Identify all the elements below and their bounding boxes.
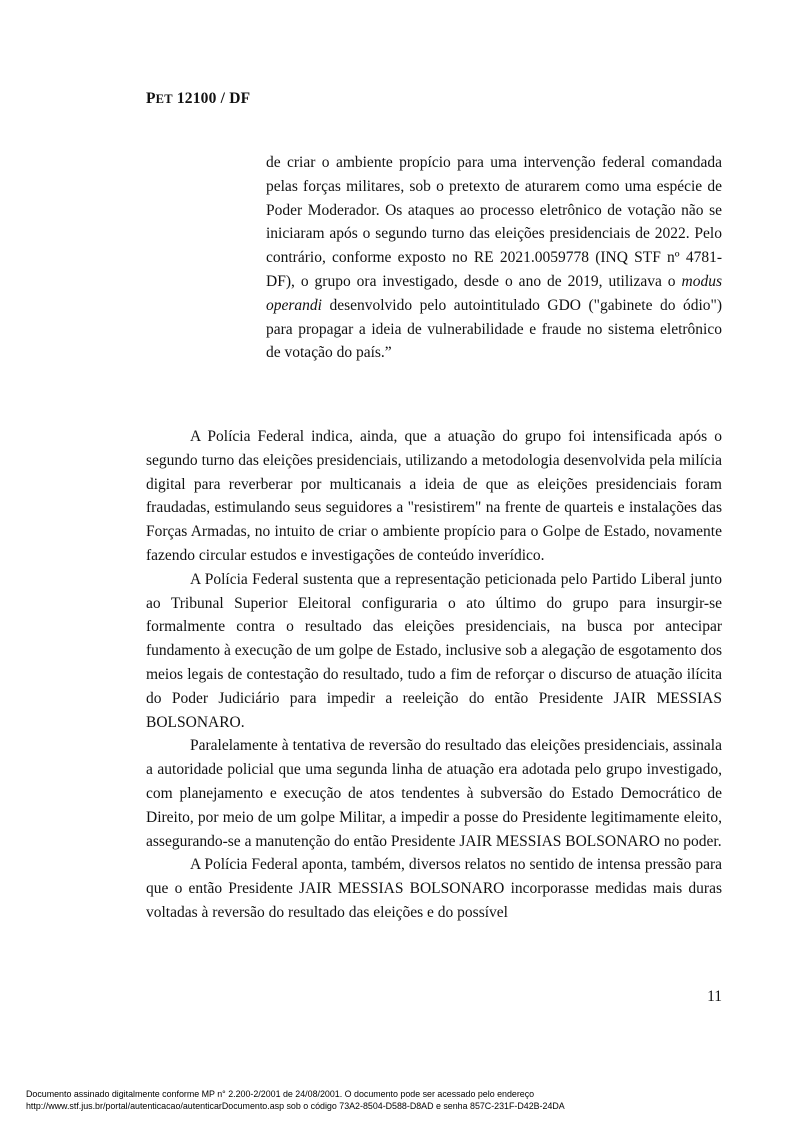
page-number: 11 xyxy=(707,988,722,1005)
paragraph: A Polícia Federal sustenta que a representação peticionada pelo Partido Liberal junto ao Tribunal Superior Eleitoral configuraria o ato último do grupo para insurgir-se formalmente contra o resultado das eleições presidenciais, na busca por antecipar fundamento à execução de um golpe de Estado, inclusive sob a alegação de esgotamento dos meios legais de contestação do resultado, tudo a fim de reforçar o discurso de atuação ilícita do Poder Judiciário para impedir a reeleição do então Presidente JAIR MESSIAS BOLSONARO. xyxy=(146,570,722,731)
footer-line-1: Documento assinado digitalmente conforme MP n° 2.200-2/2001 de 24/08/2001. O documento pode ser acessado pelo endereço xyxy=(26,1089,535,1099)
body-text xyxy=(146,425,722,925)
header-title-rest: 12100 / DF xyxy=(172,90,251,107)
paragraph: Paralelamente à tentativa de reversão do resultado das eleições presidenciais, assinala a autoridade policial que uma segunda linha de atuação era adotada pelo grupo investigado, com planejamento e execução de atos tendentes à subversão do Estado Democrático de Direito, por meio de um golpe Militar, a impedir a posse do Presidente legitimamente eleito, assegurando-se a manutenção do então Presidente JAIR MESSIAS BOLSONARO no poder. xyxy=(146,737,722,850)
quote-text-before: de criar o ambiente propício para uma intervenção federal comandada pelas forças militares, sob o pretexto de aturarem como uma espécie de Poder Moderador. Os ataques ao processo eletrônico de votação não se iniciaram após o segundo turno das eleições presidenciais de 2022. Pelo contrário, conforme exposto no RE 2021.0059778 (INQ STF nº 4781-DF), o grupo ora investigado, desde o ano de 2019, utilizava o xyxy=(266,154,722,290)
header-title-initial: P xyxy=(146,90,156,107)
signature-footer xyxy=(26,1088,786,1112)
quote-italic-term: modus operandi xyxy=(266,272,722,314)
header-title-small: ET xyxy=(155,92,173,106)
footer-line-2: http://www.stf.jus.br/portal/autenticacao/autenticarDocumento.asp sob o código 73A2-8504-D588-D8AD e senha 857C-231F-D42B-24DA xyxy=(26,1101,565,1111)
paragraph: A Polícia Federal aponta, também, diversos relatos no sentido de intensa pressão para que o então Presidente JAIR MESSIAS BOLSONARO incorporasse medidas mais duras voltadas à reversão do resultado das eleições e do possível xyxy=(146,856,722,921)
page-header xyxy=(146,90,250,108)
paragraph: A Polícia Federal indica, ainda, que a atuação do grupo foi intensificada após o segundo turno das eleições presidenciais, utilizando a metodologia desenvolvida pela milícia digital para reverberar por multicanais a ideia de que as eleições presidenciais foram fraudadas, estimulando seus seguidores a "resistirem" na frente de quarteis e instalações das Forças Armadas, no intuito de criar o ambiente propício para o Golpe de Estado, novamente fazendo circular estudos e investigações de conteúdo inverídico. xyxy=(146,428,722,564)
quote-text-after: desenvolvido pelo autointitulado GDO ("gabinete do ódio") para propagar a ideia de vulnerabilidade e fraude no sistema eletrônico de votação do país.” xyxy=(266,296,722,362)
block-quote xyxy=(266,151,722,365)
